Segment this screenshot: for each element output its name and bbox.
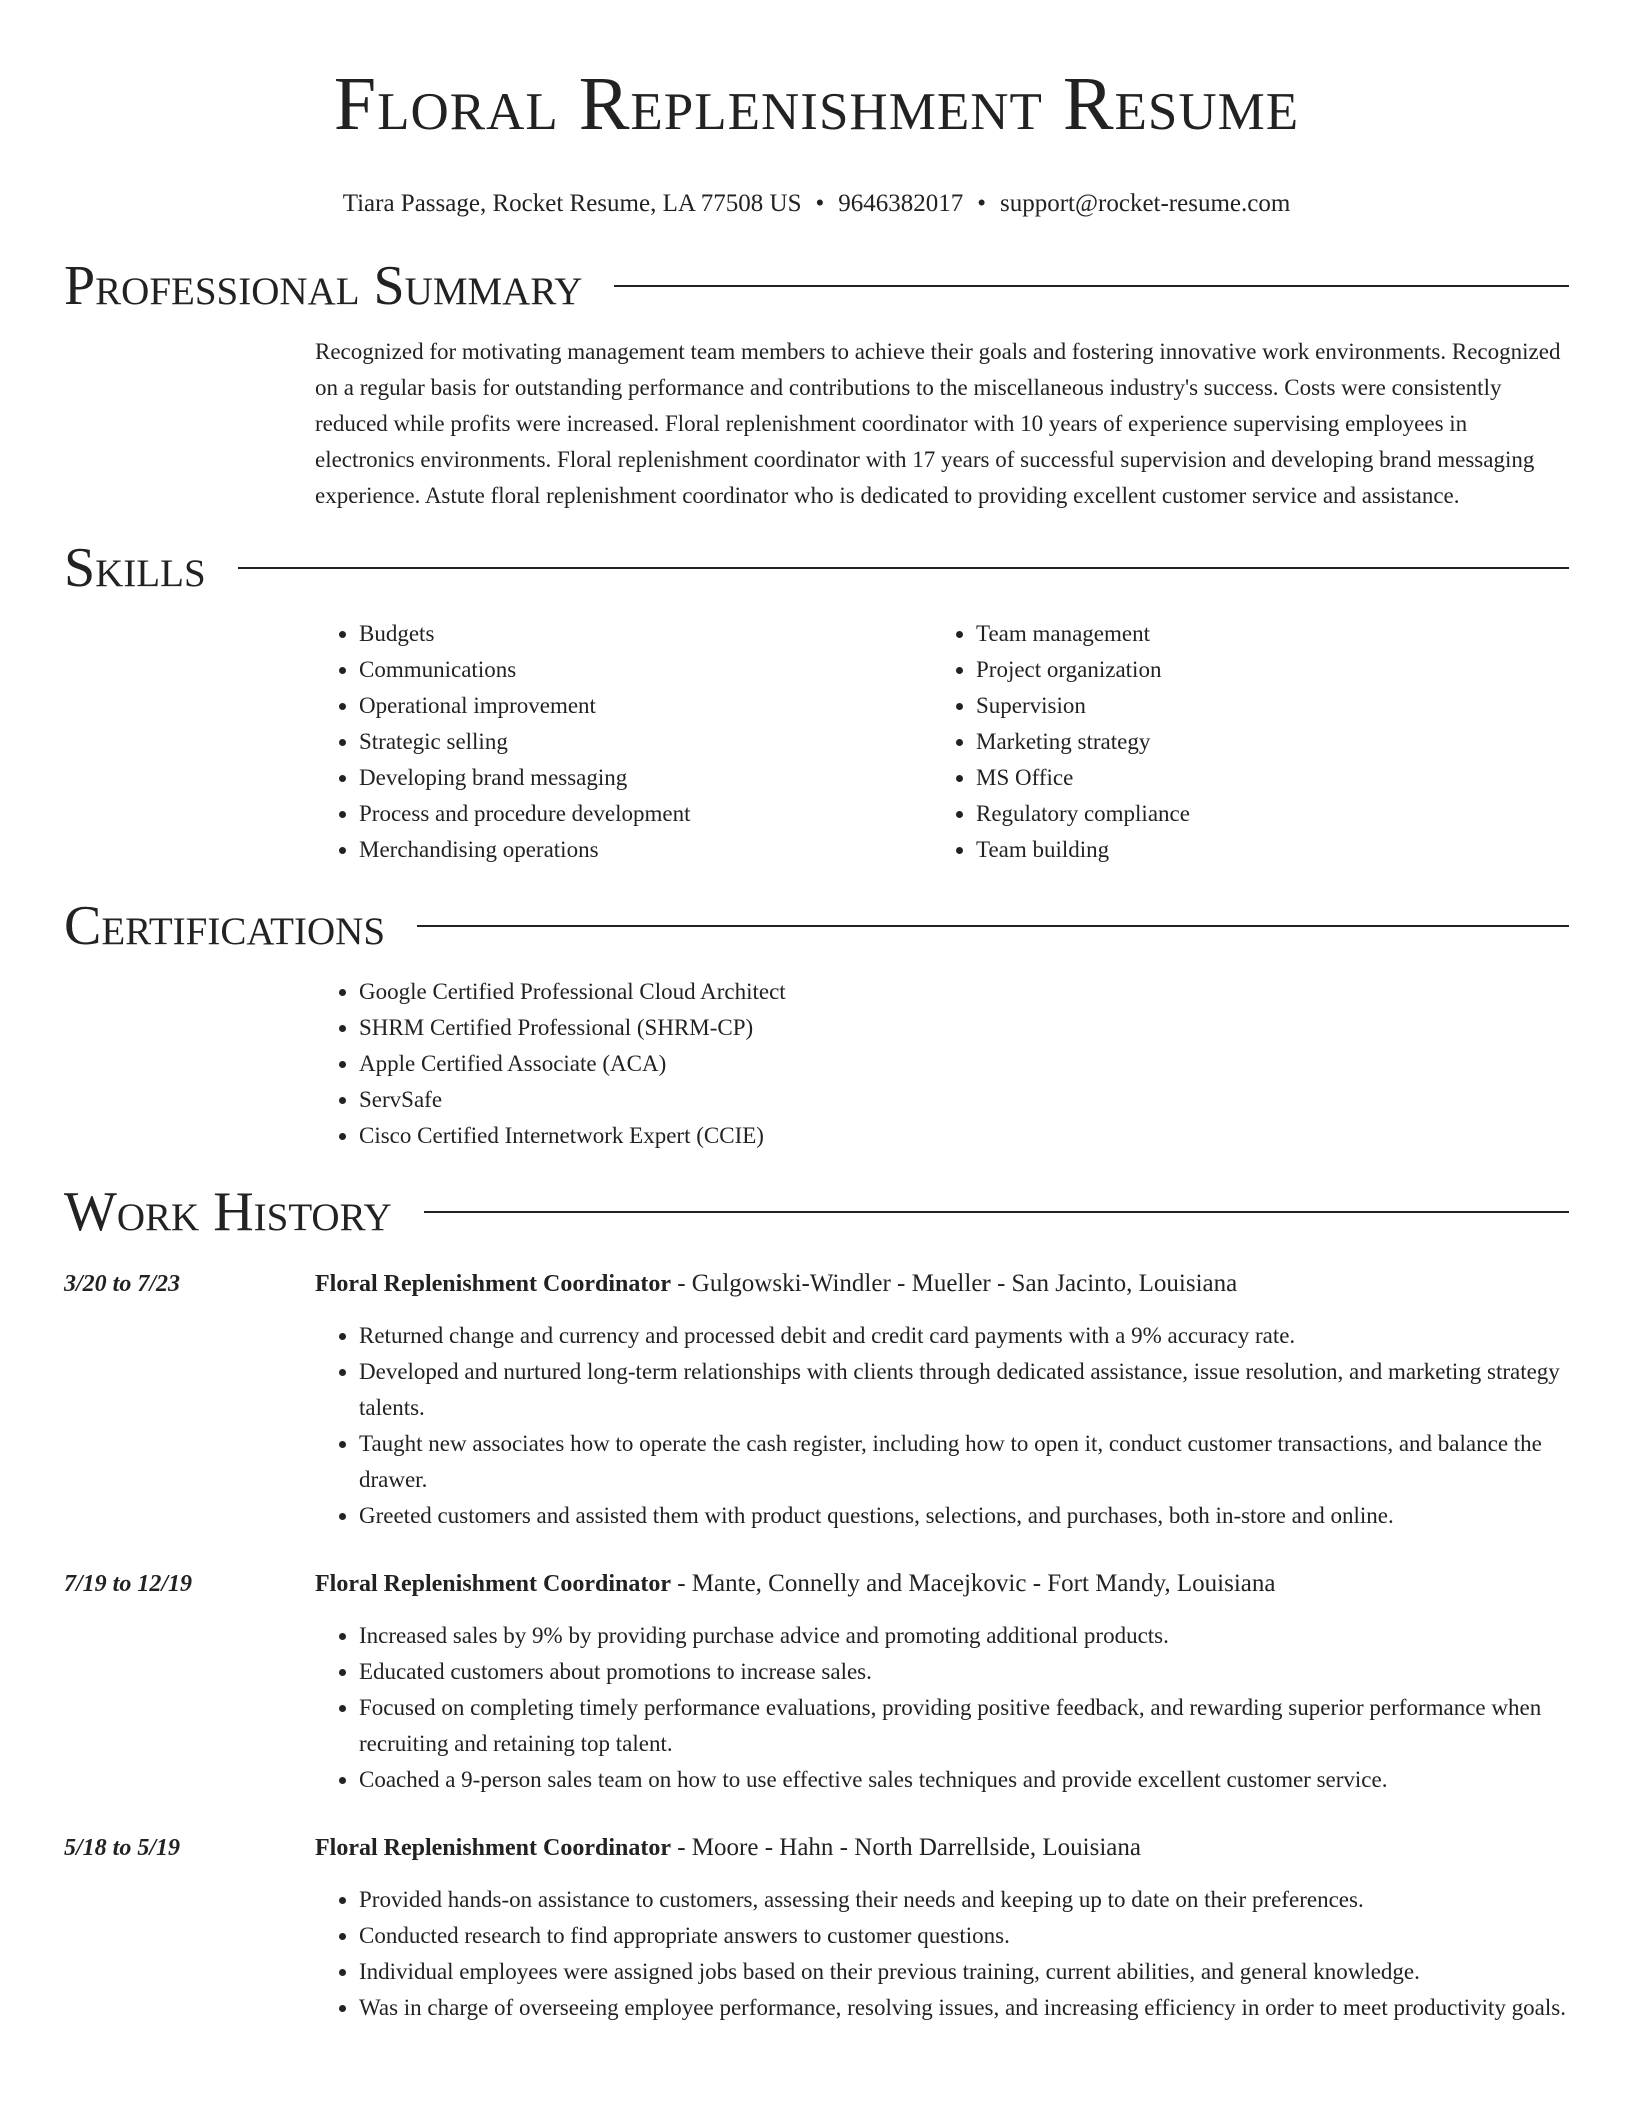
job-dates: 5/18 to 5/19 xyxy=(64,1835,181,1861)
skills-section-header xyxy=(64,536,1569,600)
job-entry xyxy=(64,1566,1569,1798)
job-bullets xyxy=(315,1618,1569,1798)
job-title-line xyxy=(315,1266,1569,1302)
certifications-list xyxy=(315,974,1569,1154)
skill-item: • Project organization xyxy=(976,652,1569,688)
certification-item: • ServSafe xyxy=(359,1082,1569,1118)
job-role: Floral Replenishment Coordinator xyxy=(315,1571,671,1597)
job-bullet: • Provided hands-on assistance to customers, assessing their needs and keeping up to date on their preferences. xyxy=(359,1882,1569,1918)
resume-title: Floral Replenishment Resume xyxy=(333,62,1300,146)
certifications-heading: Certifications xyxy=(64,895,386,957)
summary-heading: Professional Summary xyxy=(64,255,583,317)
job-bullets xyxy=(315,1318,1569,1534)
job-entry xyxy=(64,1830,1569,2026)
job-employer: - Mante, Connelly and Macejkovic - Fort Mandy, Louisiana xyxy=(670,1570,1276,1597)
skill-item: • Supervision xyxy=(976,688,1569,724)
skill-item: • Operational improvement xyxy=(359,688,932,724)
section-divider xyxy=(417,925,1569,927)
contact-phone: 9646382017 xyxy=(838,190,964,217)
contact-address: Tiara Passage, Rocket Resume, LA 77508 US xyxy=(342,190,802,217)
job-bullet: • Focused on completing timely performance evaluations, providing positive feedback, and rewarding superior performance when recruiting and retaining top talent. xyxy=(359,1690,1569,1762)
certifications-section-header xyxy=(64,894,1569,958)
job-title-line xyxy=(315,1566,1569,1602)
summary-section-header xyxy=(64,254,1569,318)
job-details xyxy=(315,1830,1569,2026)
job-employer: - Gulgowski-Windler - Mueller - San Jacinto, Louisiana xyxy=(670,1270,1238,1297)
job-bullet: • Taught new associates how to operate the cash register, including how to open it, conduct customer transactions, and balance the drawer. xyxy=(359,1426,1569,1498)
job-employer: - Moore - Hahn - North Darrellside, Louisiana xyxy=(670,1834,1141,1861)
job-details xyxy=(315,1566,1569,1798)
skill-item: • Budgets xyxy=(359,616,932,652)
job-bullet: • Returned change and currency and processed debit and credit card payments with a 9% accuracy rate. xyxy=(359,1318,1569,1354)
certification-item: • Apple Certified Associate (ACA) xyxy=(359,1046,1569,1082)
contact-email: support@rocket-resume.com xyxy=(1000,190,1291,217)
job-dates: 7/19 to 12/19 xyxy=(64,1571,193,1597)
job-bullet: • Developed and nurtured long-term relationships with clients through dedicated assistance, issue resolution, and marketing strategy talents. xyxy=(359,1354,1569,1426)
skills-list xyxy=(315,616,1569,868)
summary-text: Recognized for motivating management team members to achieve their goals and fostering innovative work environments. Recognized on a regular basis for outstanding performance and contributions to the miscellaneous industry's success. Costs were consistently reduced while profits were increased. Floral replenishment coordinator with 10 years of experience supervising employees in electronics environments. Floral replenishment coordinator with 17 years of successful supervision and developing brand messaging experience. Astute floral replenishment coordinator who is dedicated to providing excellent customer service and assistance. xyxy=(315,339,1561,508)
skill-item: • Developing brand messaging xyxy=(359,760,932,796)
contact-line xyxy=(64,188,1569,220)
job-dates: 3/20 to 7/23 xyxy=(64,1271,181,1297)
job-entry xyxy=(64,1266,1569,1534)
job-bullet: • Was in charge of overseeing employee performance, resolving issues, and increasing efficiency in order to meet productivity goals. xyxy=(359,1990,1569,2026)
certification-item: • Cisco Certified Internetwork Expert (CCIE) xyxy=(359,1118,1569,1154)
job-role: Floral Replenishment Coordinator xyxy=(315,1835,671,1861)
section-divider xyxy=(614,285,1569,287)
skill-item: • Team management xyxy=(976,616,1569,652)
skill-item: • Merchandising operations xyxy=(359,832,932,868)
contact-separator: • xyxy=(815,190,825,217)
skill-item: • Process and procedure development xyxy=(359,796,932,832)
certification-item: • Google Certified Professional Cloud Architect xyxy=(359,974,1569,1010)
skills-column-left xyxy=(315,616,932,868)
work-history-list xyxy=(64,1266,1569,2026)
section-divider xyxy=(424,1211,1569,1213)
skills-heading: Skills xyxy=(64,537,206,599)
job-title-line xyxy=(315,1830,1569,1866)
skill-item: • Regulatory compliance xyxy=(976,796,1569,832)
job-bullet: • Individual employees were assigned jobs based on their previous training, current abilities, and general knowledge. xyxy=(359,1954,1569,1990)
job-bullet: • Coached a 9-person sales team on how to use effective sales techniques and provide excellent customer service. xyxy=(359,1762,1569,1798)
job-bullets xyxy=(315,1882,1569,2026)
certification-item: • SHRM Certified Professional (SHRM-CP) xyxy=(359,1010,1569,1046)
skills-column-right xyxy=(932,616,1569,868)
job-details xyxy=(315,1266,1569,1534)
job-bullet: • Conducted research to find appropriate answers to customer questions. xyxy=(359,1918,1569,1954)
skill-item: • Strategic selling xyxy=(359,724,932,760)
skill-item: • MS Office xyxy=(976,760,1569,796)
skill-item: • Team building xyxy=(976,832,1569,868)
work-history-section-header xyxy=(64,1180,1569,1244)
job-bullet: • Greeted customers and assisted them with product questions, selections, and purchases, both in-store and online. xyxy=(359,1498,1569,1534)
job-role: Floral Replenishment Coordinator xyxy=(315,1271,671,1297)
work-history-heading: Work History xyxy=(64,1181,392,1243)
contact-separator: • xyxy=(977,190,986,217)
skill-item: • Communications xyxy=(359,652,932,688)
section-divider xyxy=(238,567,1569,569)
job-bullet: • Educated customers about promotions to increase sales. xyxy=(359,1654,1569,1690)
job-bullet: • Increased sales by 9% by providing purchase advice and promoting additional products. xyxy=(359,1618,1569,1654)
skill-item: • Marketing strategy xyxy=(976,724,1569,760)
